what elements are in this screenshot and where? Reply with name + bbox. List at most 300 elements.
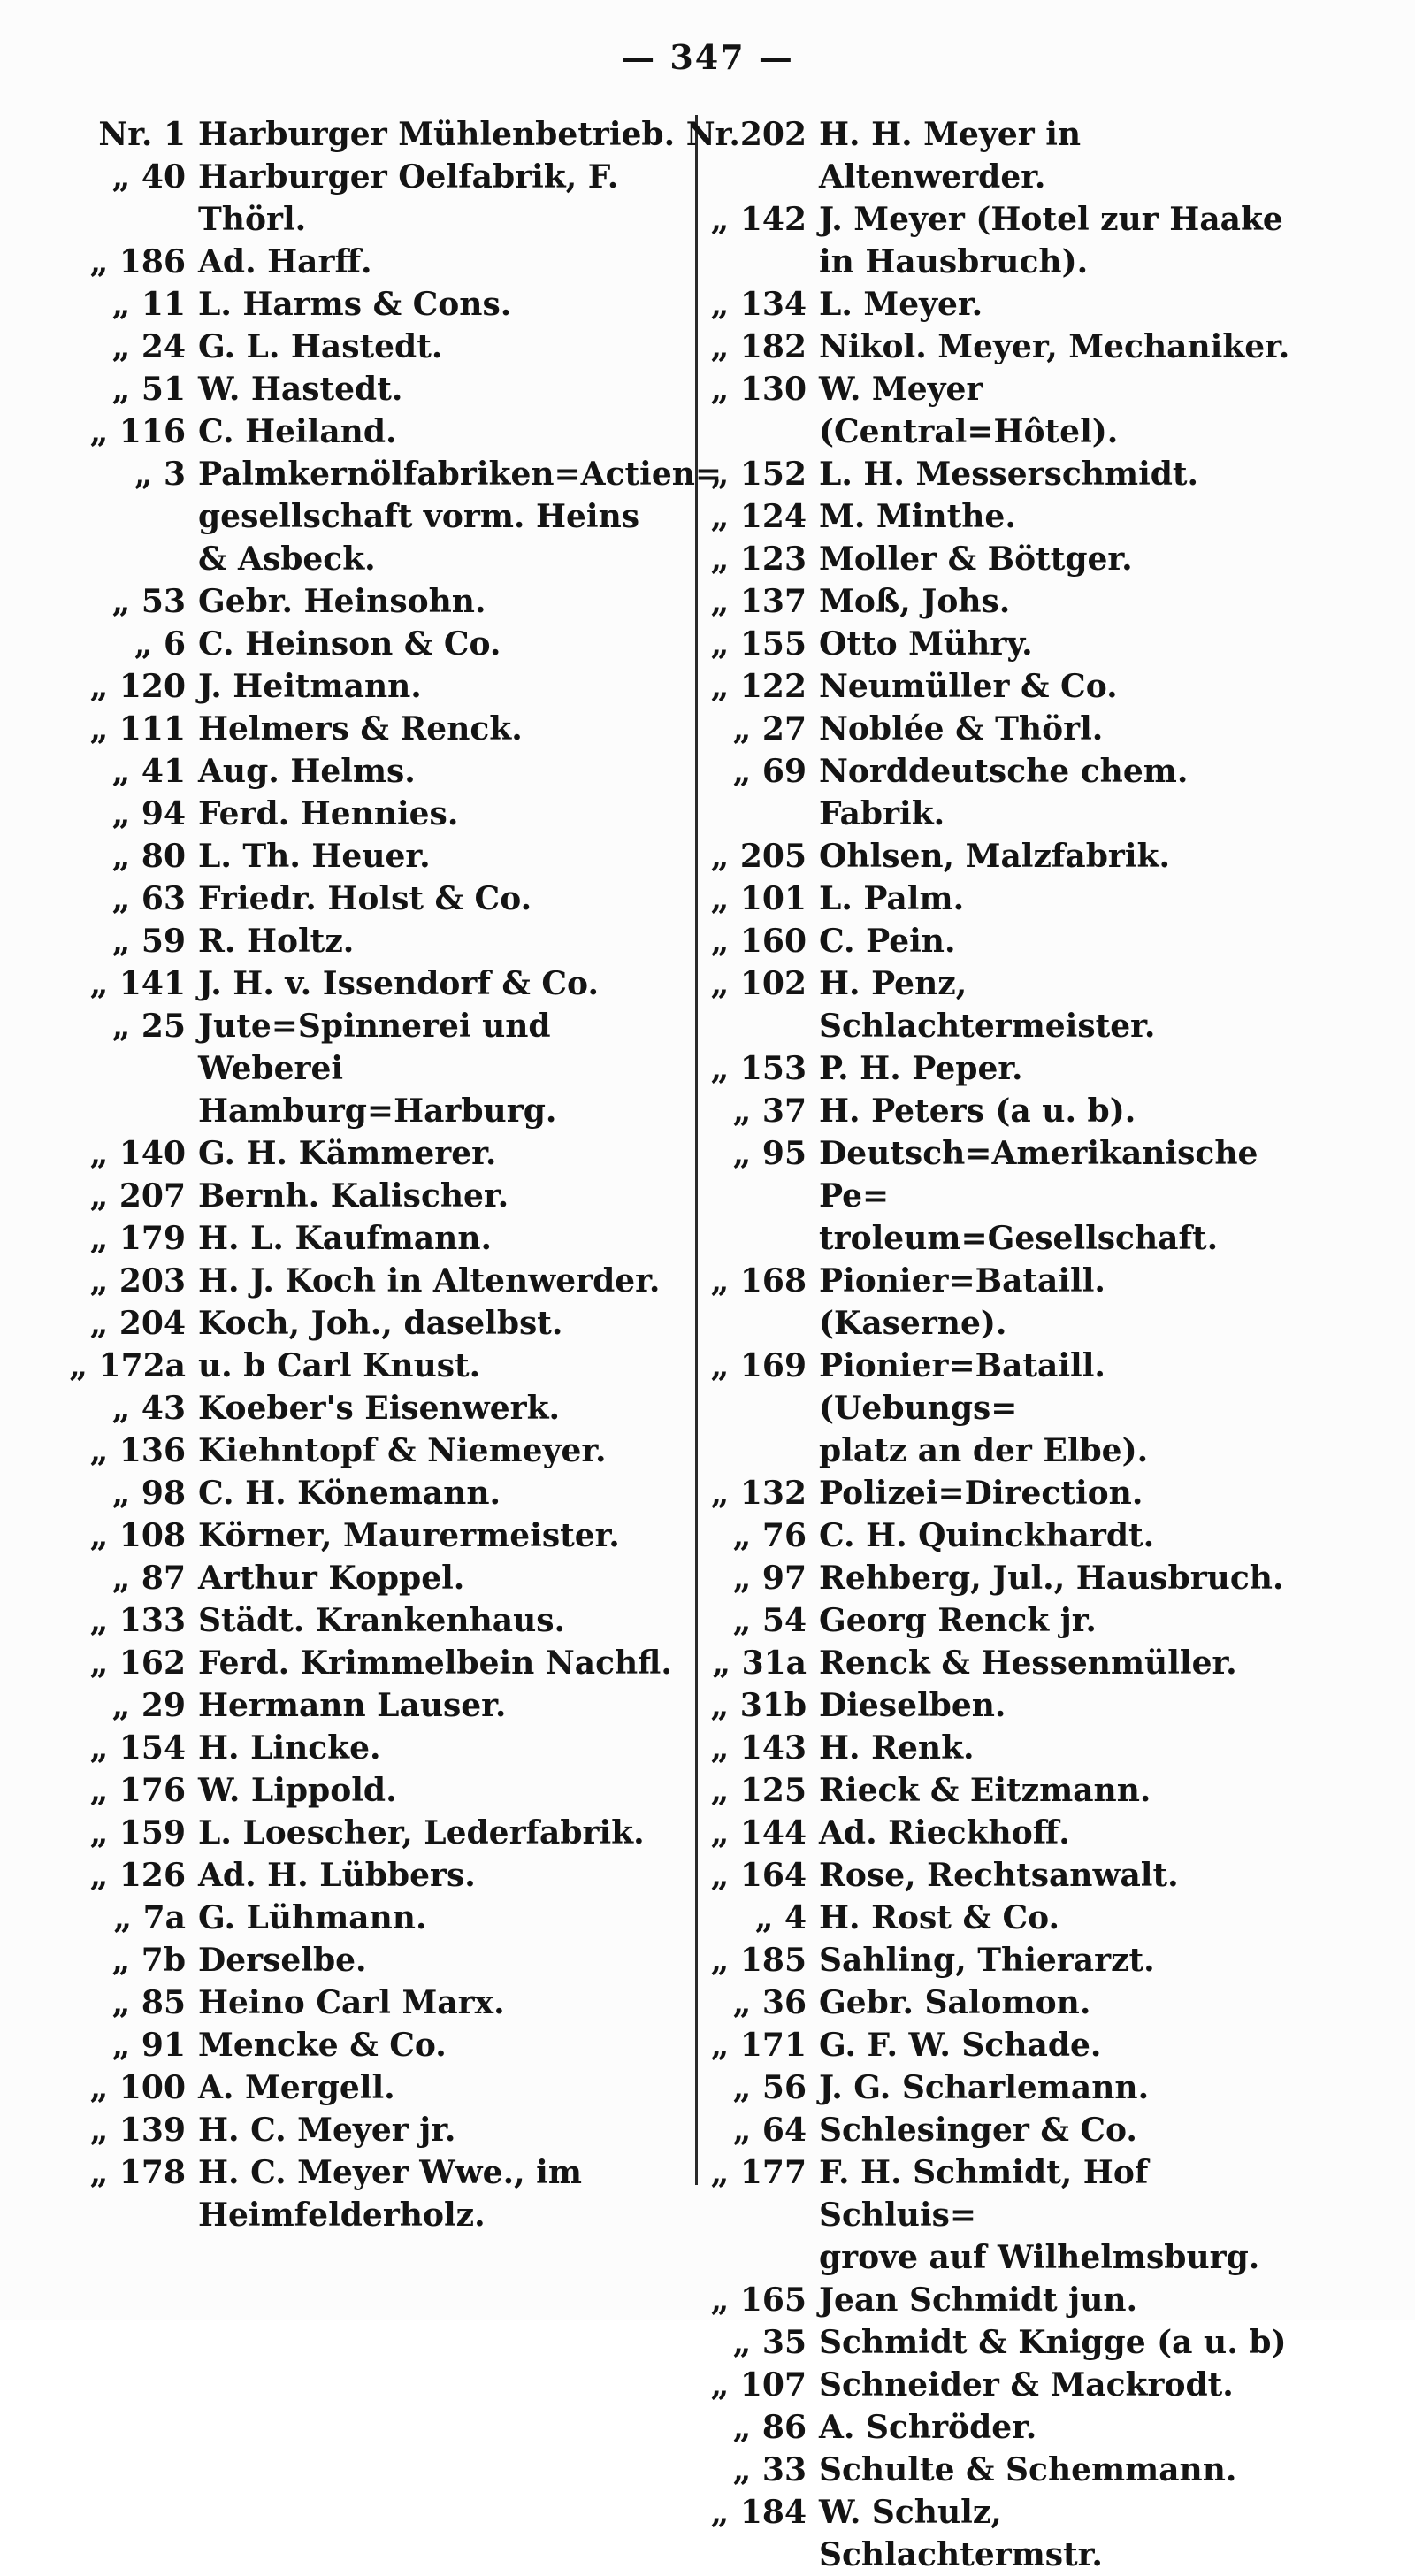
entry-name-line: J. H. v. Issendorf & Co. — [198, 965, 599, 1002]
entry-name-line: C. Pein. — [819, 923, 956, 960]
directory-entry — [674, 1132, 1293, 1260]
entry-name-line: H. Renk. — [819, 1729, 975, 1767]
entry-name — [819, 368, 1293, 453]
entry-number: „ 122 — [710, 668, 807, 705]
entry-number: „ 172a — [69, 1347, 186, 1384]
directory-entry — [49, 750, 685, 793]
entry-name-line: M. Minthe. — [819, 498, 1016, 535]
entry-number: „ 171 — [710, 2027, 807, 2064]
entry-name-line: Schlesinger & Co. — [819, 2112, 1137, 2149]
directory-entry — [49, 708, 685, 750]
entry-name — [198, 1345, 685, 1387]
entry-name-line: gesellschaft vorm. Heins — [198, 498, 640, 535]
directory-entry — [674, 1557, 1293, 1599]
entry-name — [819, 2491, 1293, 2576]
entry-name — [198, 1599, 685, 1642]
directory-entry — [49, 1514, 685, 1557]
entry-name — [819, 708, 1293, 750]
entry-number: „ 40 — [111, 158, 186, 196]
directory-entry — [49, 2066, 685, 2109]
entry-number: „ 24 — [111, 328, 186, 365]
directory-entry — [49, 2151, 685, 2236]
entry-number: „ 11 — [111, 286, 186, 323]
entry-name-line: Georg Renck jr. — [819, 1602, 1097, 1639]
entry-number: „ 154 — [89, 1729, 186, 1767]
directory-entry — [674, 1727, 1293, 1769]
entry-name — [198, 1642, 685, 1684]
entry-name-line: W. Meyer (Central=Hôtel). — [819, 371, 1119, 450]
entry-name — [198, 1514, 685, 1557]
entry-number: „ 56 — [732, 2069, 807, 2106]
entry-name-line: L. Meyer. — [819, 286, 983, 323]
entry-name — [819, 878, 1293, 920]
entry-number: „ 41 — [111, 753, 186, 790]
entry-name-line: Koch, Joh., daselbst. — [198, 1305, 563, 1342]
entry-name-line: Aug. Helms. — [198, 753, 416, 790]
entry-number: „ 177 — [710, 2154, 807, 2191]
entry-name — [819, 665, 1293, 708]
entry-number: „ 29 — [111, 1687, 186, 1724]
entry-name-line: H. C. Meyer jr. — [198, 2112, 456, 2149]
entry-name — [198, 113, 685, 156]
entry-name — [819, 2449, 1293, 2491]
entry-name-line: H. L. Kaufmann. — [198, 1220, 493, 1257]
entry-name — [198, 708, 685, 750]
entry-name — [198, 1260, 685, 1302]
entry-name-line: H. Lincke. — [198, 1729, 381, 1767]
entry-number: „ 168 — [710, 1262, 807, 1300]
entry-name-line: Pionier=Bataill. (Uebungs= — [819, 1347, 1105, 1427]
directory-entry — [674, 1599, 1293, 1642]
directory-entry — [674, 2066, 1293, 2109]
directory-entry — [674, 113, 1293, 198]
entry-name-line: G. Lühmann. — [198, 1899, 427, 1936]
entry-name — [819, 283, 1293, 326]
entry-number: „ 31b — [710, 1687, 807, 1724]
entry-name-line: Rehberg, Jul., Hausbruch. — [819, 1560, 1284, 1597]
entry-number: „ 25 — [111, 1008, 186, 1045]
entry-name-line: Hamburg=Harburg. — [198, 1092, 557, 1130]
entry-number: „ 51 — [111, 371, 186, 408]
entry-name-line: Jean Schmidt jun. — [819, 2281, 1138, 2319]
entry-name-line: Rose, Rechtsanwalt. — [819, 1857, 1179, 1894]
entry-name-line: Renck & Hessenmüller. — [819, 1644, 1237, 1682]
entry-name-line: J. G. Scharlemann. — [819, 2069, 1150, 2106]
entry-name — [198, 750, 685, 793]
entry-name — [819, 1047, 1293, 1090]
entry-name-line: Friedr. Holst & Co. — [198, 880, 532, 917]
entry-number: „ 102 — [710, 965, 807, 1002]
entry-name — [819, 1939, 1293, 1982]
entry-name-line: W. Lippold. — [198, 1772, 397, 1809]
entry-name — [819, 1642, 1293, 1684]
directory-entry — [49, 113, 685, 156]
directory-entry — [49, 1642, 685, 1684]
directory-entry — [49, 1684, 685, 1727]
entry-name-line: Thörl. — [198, 201, 307, 238]
entry-number: „ 33 — [732, 2451, 807, 2488]
directory-entry — [674, 1684, 1293, 1727]
entry-number: „ 140 — [89, 1135, 186, 1172]
entry-name-line: Mencke & Co. — [198, 2027, 447, 2064]
directory-entry — [674, 962, 1293, 1047]
entry-name — [198, 410, 685, 453]
entry-name — [819, 2321, 1293, 2364]
directory-entry — [674, 1260, 1293, 1345]
entry-name-line: J. Heitmann. — [198, 668, 422, 705]
entry-number: „ 31a — [712, 1644, 807, 1682]
entry-name — [198, 793, 685, 835]
entry-number: „ 80 — [111, 838, 186, 875]
entry-name-line: L. H. Messerschmidt. — [819, 456, 1199, 493]
entry-name — [819, 623, 1293, 665]
entry-number: „ 141 — [89, 965, 186, 1002]
entry-number: „ 87 — [111, 1560, 186, 1597]
entry-name — [819, 750, 1293, 835]
directory-entry — [49, 1982, 685, 2024]
directory-entry — [49, 623, 685, 665]
entry-number: „ 91 — [111, 2027, 186, 2064]
directory-entry — [674, 283, 1293, 326]
entry-number: „ 185 — [710, 1942, 807, 1979]
entry-number: „ 54 — [732, 1602, 807, 1639]
entry-name-line: Dieselben. — [819, 1687, 1006, 1724]
directory-entry — [674, 1897, 1293, 1939]
entry-name-line: Ad. Rieckhoff. — [819, 1814, 1070, 1852]
directory-entry — [674, 2024, 1293, 2066]
directory-entry — [674, 2449, 1293, 2491]
entry-name-line: A. Schröder. — [819, 2409, 1037, 2446]
entry-number: „ 160 — [710, 923, 807, 960]
entry-name-line: W. Schulz, Schlachtermstr. — [819, 2494, 1103, 2573]
entry-number: „ 116 — [89, 413, 186, 450]
directory-entry — [674, 580, 1293, 623]
entry-name-line: C. Heiland. — [198, 413, 397, 450]
entry-name — [819, 538, 1293, 580]
directory-entry — [674, 1854, 1293, 1897]
directory-entry — [49, 283, 685, 326]
entry-name — [819, 1472, 1293, 1514]
entry-number: „ 35 — [732, 2324, 807, 2361]
entry-name-line: G. F. W. Schade. — [819, 2027, 1102, 2064]
entry-name — [198, 1854, 685, 1897]
page-number: — 347 — — [621, 37, 794, 77]
directory-entry — [674, 708, 1293, 750]
entry-name-line: Kiehntopf & Niemeyer. — [198, 1432, 607, 1469]
entry-name-line: A. Mergell. — [198, 2069, 395, 2106]
directory-entry — [674, 835, 1293, 878]
entry-name — [198, 580, 685, 623]
entry-number: „ 165 — [710, 2281, 807, 2319]
entry-name — [198, 156, 685, 241]
entry-number: „ 137 — [710, 583, 807, 620]
left-column — [49, 113, 723, 2236]
entry-name-line: Sahling, Thierarzt. — [819, 1942, 1155, 1979]
entry-name-line: H. C. Meyer Wwe., im — [198, 2154, 582, 2191]
entry-name — [819, 1727, 1293, 1769]
entry-name-line: troleum=Gesellschaft. — [819, 1220, 1219, 1257]
entry-name — [198, 1812, 685, 1854]
entry-number: „ 124 — [710, 498, 807, 535]
entry-number: „ 204 — [89, 1305, 186, 1342]
directory-entry — [49, 665, 685, 708]
directory-entry — [674, 2406, 1293, 2449]
entry-name-line: J. Meyer (Hotel zur Haake — [819, 201, 1283, 238]
directory-entry — [49, 2109, 685, 2151]
directory-entry — [674, 920, 1293, 962]
entry-number: „ 130 — [710, 371, 807, 408]
directory-entry — [49, 1260, 685, 1302]
entry-name-line: Ohlsen, Malzfabrik. — [819, 838, 1171, 875]
entry-name-line: grove auf Wilhelmsburg. — [819, 2239, 1260, 2276]
entry-name-line: H. Rost & Co. — [819, 1899, 1060, 1936]
entry-name-line: Harburger Oelfabrik, F. — [198, 158, 619, 196]
directory-entry — [49, 878, 685, 920]
entry-name — [819, 198, 1293, 283]
directory-entry — [674, 538, 1293, 580]
directory-entry — [674, 2491, 1293, 2576]
entry-name-line: W. Hastedt. — [198, 371, 403, 408]
entry-name — [819, 1345, 1293, 1472]
entry-name-line: L. Th. Heuer. — [198, 838, 431, 875]
directory-entry — [674, 1982, 1293, 2024]
entry-number: „ 6 — [134, 625, 186, 663]
entry-name — [198, 878, 685, 920]
entry-name — [198, 1472, 685, 1514]
entry-name — [819, 2151, 1293, 2279]
entry-name — [819, 2364, 1293, 2406]
directory-entry — [49, 1005, 685, 1132]
entry-name — [198, 2109, 685, 2151]
directory-entry — [49, 1599, 685, 1642]
entry-number: „ 203 — [89, 1262, 186, 1300]
entry-name — [819, 1557, 1293, 1599]
entry-number: „ 142 — [710, 201, 807, 238]
directory-entry — [674, 623, 1293, 665]
entry-name — [198, 1430, 685, 1472]
directory-entry — [674, 1939, 1293, 1982]
entry-name-line: Hermann Lauser. — [198, 1687, 507, 1724]
entry-number: „ 133 — [89, 1602, 186, 1639]
entry-number: „ 123 — [710, 540, 807, 578]
entry-number: „ 153 — [710, 1050, 807, 1087]
entry-number: „ 95 — [732, 1135, 807, 1172]
entry-name — [819, 580, 1293, 623]
entry-name — [819, 1132, 1293, 1260]
entry-number: „ 3 — [134, 456, 186, 493]
entry-number: „ 43 — [111, 1390, 186, 1427]
entry-name — [819, 1514, 1293, 1557]
entry-name — [819, 495, 1293, 538]
directory-entry — [49, 1472, 685, 1514]
entry-name — [819, 920, 1293, 962]
entry-name — [198, 2066, 685, 2109]
entry-name — [819, 1769, 1293, 1812]
entry-number: „ 125 — [710, 1772, 807, 1809]
entry-number: „ 152 — [710, 456, 807, 493]
entry-number: „ 134 — [710, 286, 807, 323]
entry-name-line: C. H. Quinckhardt. — [819, 1517, 1155, 1554]
entry-name — [819, 1599, 1293, 1642]
right-column — [674, 113, 1293, 2576]
entry-name — [198, 2151, 685, 2236]
entry-name — [819, 2279, 1293, 2321]
entry-name-line: Noblée & Thörl. — [819, 710, 1104, 748]
directory-entry — [674, 1812, 1293, 1854]
directory-entry — [49, 1132, 685, 1175]
directory-entry — [674, 2364, 1293, 2406]
entry-name — [819, 326, 1293, 368]
entry-number: „ 76 — [732, 1517, 807, 1554]
entry-name-line: H. Penz, Schlachtermeister. — [819, 965, 1156, 1045]
directory-entry — [674, 2109, 1293, 2151]
entry-name — [819, 1982, 1293, 2024]
entry-number: „ 207 — [89, 1177, 186, 1215]
directory-entry — [49, 1430, 685, 1472]
entry-number: „ 59 — [111, 923, 186, 960]
directory-entry — [49, 410, 685, 453]
directory-entry — [674, 2279, 1293, 2321]
entry-name-line: H. H. Meyer in Altenwerder. — [819, 116, 1082, 196]
entry-name-line: Bernh. Kalischer. — [198, 1177, 509, 1215]
entry-number: „ 155 — [710, 625, 807, 663]
entry-number: „ 101 — [710, 880, 807, 917]
entry-name-line: Ferd. Krimmelbein Nachfl. — [198, 1644, 672, 1682]
entry-name-line: Schmidt & Knigge (a u. b) — [819, 2324, 1287, 2361]
entry-name — [819, 835, 1293, 878]
entry-number: „ 108 — [89, 1517, 186, 1554]
entry-name-line: L. Harms & Cons. — [198, 286, 512, 323]
entry-number: „ 184 — [710, 2494, 807, 2531]
entry-name-line: P. H. Peper. — [819, 1050, 1023, 1087]
entry-number: „ 64 — [732, 2112, 807, 2149]
entry-number: „ 69 — [732, 753, 807, 790]
entry-name-line: Derselbe. — [198, 1942, 367, 1979]
entry-number: „ 7a — [113, 1899, 186, 1936]
entry-name-line: Jute=Spinnerei und Weberei — [198, 1008, 551, 1087]
entry-name-line: Ad. H. Lübbers. — [198, 1857, 476, 1894]
directory-entry — [49, 1387, 685, 1430]
entry-number: „ 100 — [89, 2069, 186, 2106]
directory-entry — [49, 962, 685, 1005]
entry-name-line: G. H. Kämmerer. — [198, 1135, 497, 1172]
entry-name — [198, 1769, 685, 1812]
entry-name — [198, 283, 685, 326]
entry-name — [819, 1684, 1293, 1727]
entry-name — [198, 1302, 685, 1345]
entry-number: „ 143 — [710, 1729, 807, 1767]
entry-name-line: Gebr. Salomon. — [819, 1984, 1091, 2021]
directory-entry — [674, 1514, 1293, 1557]
entry-name — [198, 962, 685, 1005]
entry-number: „ 63 — [111, 880, 186, 917]
entry-name-line: & Asbeck. — [198, 540, 376, 578]
entry-number: „ 132 — [710, 1475, 807, 1512]
entry-number: „ 27 — [732, 710, 807, 748]
entry-name-line: C. Heinson & Co. — [198, 625, 501, 663]
directory-entry — [49, 835, 685, 878]
directory-entry — [674, 1642, 1293, 1684]
entry-name — [198, 1557, 685, 1599]
directory-entry — [674, 878, 1293, 920]
entry-name-line: Koeber's Eisenwerk. — [198, 1390, 561, 1427]
entry-name-line: Otto Mühry. — [819, 625, 1033, 663]
entry-number: „ 36 — [732, 1984, 807, 2021]
entry-name — [198, 326, 685, 368]
directory-entry — [49, 1345, 685, 1387]
entry-name — [198, 1939, 685, 1982]
entry-name — [819, 1812, 1293, 1854]
directory-entry — [49, 1854, 685, 1897]
entry-name — [198, 1387, 685, 1430]
entry-name — [819, 2406, 1293, 2449]
entry-name — [198, 1684, 685, 1727]
entry-number: „ 37 — [732, 1092, 807, 1130]
directory-entry — [49, 793, 685, 835]
entry-name-line: H. Peters (a u. b). — [819, 1092, 1136, 1130]
entry-name-line: platz an der Elbe). — [819, 1432, 1149, 1469]
entry-number: „ 120 — [89, 668, 186, 705]
entry-name-line: u. b Carl Knust. — [198, 1347, 481, 1384]
entry-name-line: Deutsch=Amerikanische Pe= — [819, 1135, 1258, 1215]
entry-number: Nr.202 — [685, 116, 807, 153]
directory-entry — [49, 1939, 685, 1982]
directory-entry — [49, 1175, 685, 1217]
entry-number: „ 107 — [710, 2366, 807, 2404]
entry-name — [198, 2024, 685, 2066]
entry-number: „ 159 — [89, 1814, 186, 1852]
entry-name-line: H. J. Koch in Altenwerder. — [198, 1262, 661, 1300]
entry-number: „ 111 — [89, 710, 186, 748]
directory-entry — [674, 326, 1293, 368]
entry-name-line: G. L. Hastedt. — [198, 328, 443, 365]
entry-number: „ 186 — [89, 243, 186, 280]
entry-name — [198, 1217, 685, 1260]
entry-name-line: in Hausbruch). — [819, 243, 1089, 280]
directory-entry — [674, 2321, 1293, 2364]
entry-name — [198, 241, 685, 283]
entry-name-line: Körner, Maurermeister. — [198, 1517, 620, 1554]
directory-entry — [49, 453, 723, 580]
entry-number: „ 98 — [111, 1475, 186, 1512]
entry-name — [819, 453, 1293, 495]
directory-entry — [674, 665, 1293, 708]
entry-name-line: Rieck & Eitzmann. — [819, 1772, 1151, 1809]
entry-name — [198, 453, 722, 580]
entry-number: „ 53 — [111, 583, 186, 620]
entry-name — [819, 1854, 1293, 1897]
entry-name-line: Städt. Krankenhaus. — [198, 1602, 566, 1639]
entry-name — [819, 2066, 1293, 2109]
entry-number: „ 126 — [89, 1857, 186, 1894]
entry-name — [819, 113, 1293, 198]
directory-entry — [49, 1769, 685, 1812]
entry-name-line: Ad. Harff. — [198, 243, 372, 280]
entry-name — [198, 623, 685, 665]
entry-number: „ 144 — [710, 1814, 807, 1852]
entry-name — [198, 1132, 685, 1175]
directory-entry — [49, 1557, 685, 1599]
entry-name-line: Heino Carl Marx. — [198, 1984, 505, 2021]
directory-entry — [674, 2151, 1293, 2279]
entry-name — [198, 1982, 685, 2024]
entry-name-line: Heimfelderholz. — [198, 2196, 486, 2234]
entry-number: „ 182 — [710, 328, 807, 365]
entry-number: „ 162 — [89, 1644, 186, 1682]
entry-number: „ 178 — [89, 2154, 186, 2191]
directory-entry — [49, 1897, 685, 1939]
entry-name-line: Gebr. Heinsohn. — [198, 583, 486, 620]
